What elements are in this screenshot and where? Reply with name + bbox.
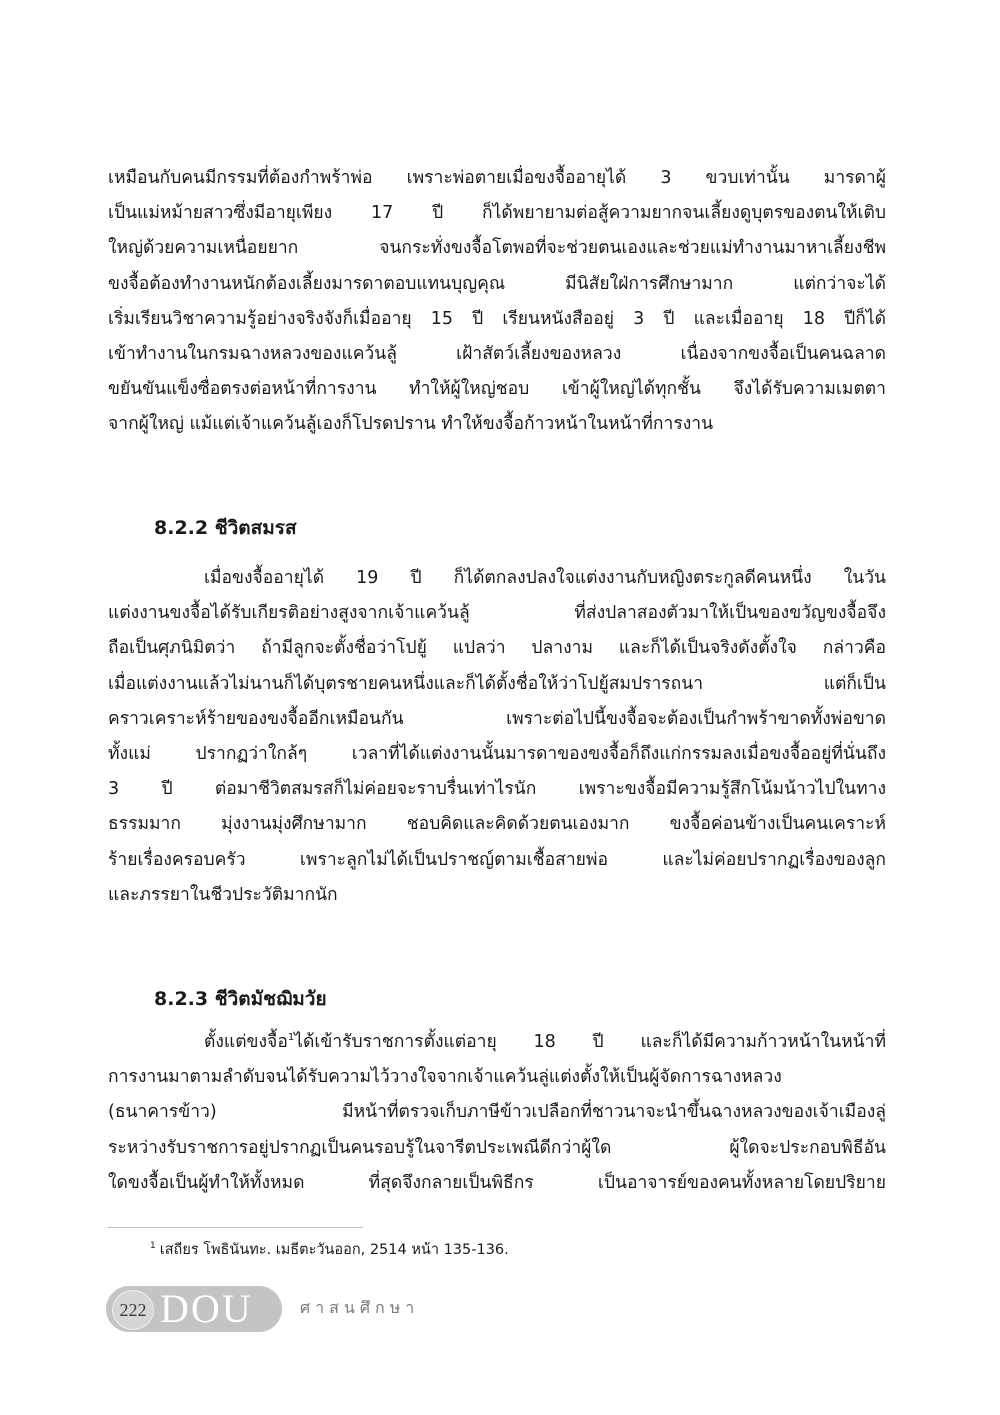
paragraph-line: ระหว่างรับราชการอยู่ปรากฏเป็นคนรอบรู้ในจารีตประเพณีดีกว่าผู้ใด ผู้ใดจะประกอบพิธีอัน (108, 1137, 886, 1158)
dou-logo: DOU (160, 1286, 253, 1331)
paragraph-line: จากผู้ใหญ่ แม้แต่เจ้าแคว้นลู้เองก็โปรดปราน ทำให้ขงจื้อก้าวหน้าในหน้าที่การงาน (108, 414, 714, 435)
paragraph-line: เป็นแม่หม้ายสาวซึ่งมีอายุเพียง 17 ปี ก็ได้พยายามต่อสู้ความยากจนเลี้ยงดูบุตรของตนให้เติบ (108, 203, 886, 224)
paragraph-line: เหมือนกับคนมีกรรมที่ต้องกำพร้าพ่อ เพราะพ่อตายเมื่อขงจื้ออายุได้ 3 ขวบเท่านั้น มารดาผู้ (108, 168, 886, 188)
section-heading-822: 8.2.2 ชีวิตสมรส (154, 517, 297, 539)
footnote (150, 1238, 509, 1261)
course-title: ศาสนศึกษา (300, 1298, 420, 1317)
paragraph-line: ใดขงจื้อเป็นผู้ทำให้ทั้งหมด ที่สุดจึงกลายเป็นพิธีกร เป็นอาจารย์ของคนทั้งหลายโดยปริยาย (108, 1172, 886, 1193)
intro-paragraph (108, 161, 886, 443)
paragraph-line: เมื่อแต่งงานแล้วไม่นานก็ได้บุตรชายคนหนึ่งและก็ได้ตั้งชื่อให้ว่าโปยู้สมปรารถนา แต่ก็เป็น (108, 673, 886, 694)
paragraph-line: (ธนาคารข้าว) มีหน้าที่ตรวจเก็บภาษีข้าวเปลือกที่ชาวนาจะนำขึ้นฉางหลวงของเจ้าเมืองลู่ (108, 1102, 886, 1123)
footnote-number: 1 (150, 1241, 156, 1252)
footnote-text: เสถียร โพธินันทะ. เมธีตะวันออก, 2514 หน้า 135-136. (159, 1242, 509, 1258)
paragraph-line: เมื่อขงจื้ออายุได้ 19 ปี ก็ได้ตกลงปลงใจแต่งงานกับหญิงตระกูลดีคนหนึ่ง ในวัน (204, 568, 886, 588)
paragraph-line: ขงจื้อต้องทำงานหนักต้องเลี้ยงมารดาตอบแทนบุญคุณ มีนิสัยใฝ่การศึกษามาก แต่กว่าจะได้ (108, 273, 886, 294)
footnote-reference[interactable]: 1 (287, 1032, 295, 1044)
paragraph-line: ร้ายเรื่องครอบครัว เพราะลูกไม่ได้เป็นปราชญ์ตามเชื้อสายพ่อ และไม่ค่อยปรากฏเรื่องของลูก (108, 849, 886, 870)
paragraph-line: และภรรยาในชีวประวัติมากนัก (108, 884, 338, 905)
section-823-paragraph (108, 1025, 886, 1201)
paragraph-line: การงานมาตามลำดับจนได้รับความไว้วางใจจากเจ้าแคว้นลู่แต่งตั้งให้เป็นผู้จัดการฉางหลวง (108, 1067, 782, 1088)
footnote-divider (108, 1227, 363, 1228)
paragraph-line: แต่งงานขงจื้อได้รับเกียรติอย่างสูงจากเจ้าแคว้นลู้ ที่ส่งปลาสองตัวมาให้เป็นของขวัญขงจื้อจึง (108, 603, 886, 624)
paragraph-line (108, 1025, 886, 1060)
paragraph-line: ธรรมมาก มุ่งงานมุ่งศึกษามาก ชอบคิดและคิดด้วยตนเองมาก ขงจื้อค่อนข้างเป็นคนเคราะห์ (108, 814, 886, 835)
paragraph-line: ถือเป็นศุภนิมิตว่า ถ้ามีลูกจะตั้งชื่อว่าโปยู้ แปลว่า ปลางาม และก็ได้เป็นจริงดังตั้งใจ กล่าวคือ (108, 638, 886, 659)
paragraph-line: คราวเคราะห์ร้ายของขงจื้ออีกเหมือนกัน เพราะต่อไปนี้ขงจื้อจะต้องเป็นกำพร้าขาดทั้งพ่อขาด (108, 708, 886, 729)
paragraph-line: ทั้งแม่ ปรากฏว่าใกล้ๆ เวลาที่ได้แต่งงานนั้นมารดาของขงจื้อก็ถึงแก่กรรมลงเมื่อขงจื้ออยู่ที่นั่นถึง (108, 744, 886, 765)
paragraph-line: เริ่มเรียนวิชาความรู้อย่างจริงจังก็เมื่ออายุ 15 ปี เรียนหนังสืออยู่ 3 ปี และเมื่ออายุ 18 ปีก็ได้ (108, 308, 886, 329)
section-heading-823: 8.2.3 ชีวิตมัชฌิมวัย (154, 988, 327, 1010)
section-822-paragraph (108, 561, 886, 913)
line-text: ตั้งแต่ขงจื้อ (204, 1032, 288, 1052)
line-text: ได้เข้ารับราชการตั้งแต่อายุ 18 ปี และก็ได้มีความก้าวหน้าในหน้าที่ (294, 1032, 886, 1052)
paragraph-line: ขยันขันแข็งซื่อตรงต่อหน้าที่การงาน ทำให้ผู้ใหญ่ชอบ เข้าผู้ใหญ่ได้ทุกชั้น จึงได้รับความเมตตา (108, 379, 886, 400)
paragraph-line: ใหญ่ด้วยความเหนื่อยยาก จนกระทั่งขงจื้อโตพอที่จะช่วยตนเองและช่วยแม่ทำงานมาหาเลี้ยงชีพ (108, 238, 886, 259)
paragraph-line: 3 ปี ต่อมาชีวิตสมรสก็ไม่ค่อยจะราบรื่นเท่าไรนัก เพราะขงจื้อมีความรู้สึกโน้มน้าวไปในทาง (108, 779, 886, 800)
page-number: 222 (112, 1290, 154, 1330)
paragraph-line: เข้าทำงานในกรมฉางหลวงของแคว้นลู้ เฝ้าสัตว์เลี้ยงของหลวง เนื่องจากขงจื้อเป็นคนฉลาด (108, 344, 886, 365)
